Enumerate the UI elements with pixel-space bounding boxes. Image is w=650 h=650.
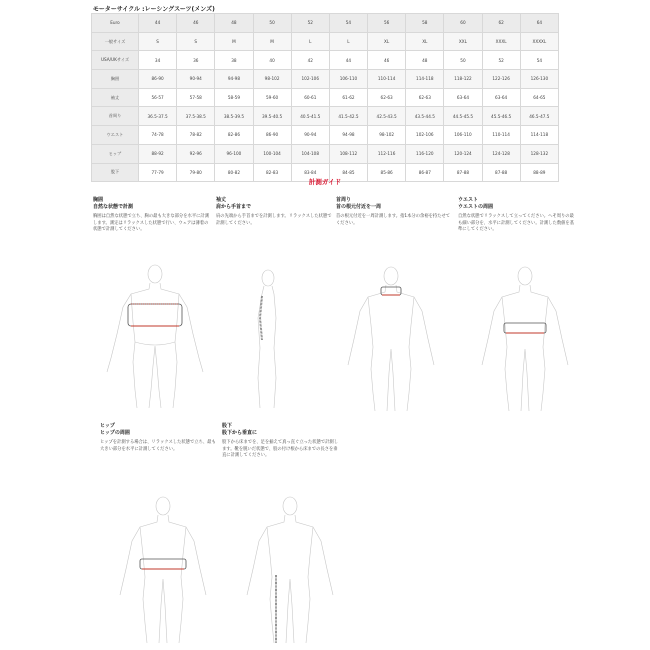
table-cell: 60 [444,14,482,33]
table-cell: 83-84 [291,163,329,182]
table-cell: 38 [215,51,253,70]
table-cell: 36 [177,51,215,70]
table-cell: 40.5-41.5 [291,107,329,126]
table-row [92,144,559,163]
table-cell: 106-110 [444,126,482,145]
table-cell: 48 [406,51,444,70]
table-cell: 87-88 [444,163,482,182]
table-cell: 100-104 [253,144,291,163]
row-label: 股下 [92,163,139,182]
table-cell: 38.5-39.5 [215,107,253,126]
table-cell: 46 [177,14,215,33]
guide-text: 股下から床までを、足を揃えて真っ直ぐ立った状態で計測します。靴を脱いだ状態で、股の付け根から床までの長さを垂直に計測してください。 [222,440,339,459]
table-cell: XL [368,32,406,51]
table-cell: 57-58 [177,88,215,107]
table-cell: 90-94 [177,70,215,89]
table-cell: XXXXL [520,32,558,51]
table-cell: 114-118 [520,126,558,145]
table-cell: 50 [444,51,482,70]
table-cell: 90-94 [291,126,329,145]
hip-figure [108,495,218,645]
table-cell: 40 [253,51,291,70]
table-cell: 98-102 [368,126,406,145]
table-cell: 86-90 [139,70,177,89]
table-cell: 36.5-37.5 [139,107,177,126]
row-label: ヒップ [92,144,139,163]
table-cell: 74-78 [139,126,177,145]
guide-heading: ウエスト [458,197,479,203]
table-cell: 116-120 [406,144,444,163]
table-row [92,126,559,145]
row-label: 袖丈 [92,88,139,107]
table-cell: 63-64 [444,88,482,107]
table-cell: 58 [406,14,444,33]
table-header-row [92,14,559,33]
table-cell: 80-82 [215,163,253,182]
guide-text: ヒップを計測する場合は、リラックスした状態で立ち、最も大きい部分を水平に計測してください。 [100,440,216,452]
table-row [92,88,559,107]
table-cell: 56 [368,14,406,33]
guide-subheading: 自然な状態で計測 [93,204,134,210]
table-cell: 39.5-40.5 [253,107,291,126]
guide-heading: 胸囲 [93,197,104,203]
guide-chest [93,197,211,234]
guide-text: 自然な状態でリラックスして立ってください。へそ周りの最も細い部分を、水平に計測してください。計測した数値を基準にしてください。 [458,214,575,233]
table-cell: 37.5-38.5 [177,107,215,126]
table-cell: 46 [368,51,406,70]
guide-inseam [222,423,340,460]
table-cell: M [215,32,253,51]
table-cell: 58-59 [215,88,253,107]
table-cell: 48 [215,14,253,33]
page-title: モーターサイクル :レーシングスーツ(メンズ) [93,6,215,13]
guide-heading: 袖丈 [216,197,227,203]
table-row [92,51,559,70]
table-cell: 42.5-43.5 [368,107,406,126]
table-cell: 86-90 [253,126,291,145]
table-cell: 63-64 [482,88,520,107]
table-cell: 43.5-44.5 [406,107,444,126]
row-label: Euro [92,14,139,33]
table-cell: 78-82 [177,126,215,145]
table-cell: 64 [520,14,558,33]
table-cell: 60-61 [291,88,329,107]
table-cell: 118-122 [444,70,482,89]
row-label: USA/UKサイズ [92,51,139,70]
row-label: 胸囲 [92,70,139,89]
table-cell: 126-130 [520,70,558,89]
table-cell: 61-62 [329,88,367,107]
table-cell: 41.5-42.5 [329,107,367,126]
table-cell: 64-65 [520,88,558,107]
table-cell: 62 [482,14,520,33]
table-cell: XL [406,32,444,51]
table-cell: 106-110 [329,70,367,89]
inseam-figure [235,495,345,645]
table-cell: 120-124 [444,144,482,163]
table-cell: 112-116 [368,144,406,163]
guide-waist [458,197,576,234]
table-cell: XXXL [482,32,520,51]
guide-heading: 股下 [222,423,233,429]
guide-hip [100,423,218,453]
table-cell: 104-108 [291,144,329,163]
guide-text: 首の根元付近を一周計測します。指1本分の余裕を持たせてください。 [336,214,451,226]
table-cell: 96-100 [215,144,253,163]
guide-subheading: ヒップの周囲 [100,430,130,436]
table-cell: S [177,32,215,51]
table-cell: 114-118 [406,70,444,89]
row-label: 一般サイズ [92,32,139,51]
guide-subheading: ウエストの周囲 [458,204,494,210]
table-cell: 88-92 [139,144,177,163]
guide-title: 計測ガイド [308,178,342,186]
guide-neck [336,197,454,227]
table-cell: 98-102 [253,70,291,89]
guide-text: 胸囲は自然な状態で立ち、胸の最も大きな部分を水平に計測します。測定はリラックスした状態で行い、ウェアは薄着の状態で計測してください。 [93,214,210,233]
table-cell: 44.5-45.5 [444,107,482,126]
table-cell: 122-126 [482,70,520,89]
neck-figure [336,265,446,413]
table-cell: 46.5-47.5 [520,107,558,126]
table-cell: 94-98 [329,126,367,145]
sleeve-figure [238,268,298,413]
table-cell: L [291,32,329,51]
table-cell: 102-106 [406,126,444,145]
table-cell: 84-85 [329,163,367,182]
table-row [92,70,559,89]
table-cell: 82-83 [253,163,291,182]
table-cell: 110-114 [368,70,406,89]
guide-subheading: 股下から垂直に [222,430,258,436]
table-cell: 85-86 [368,163,406,182]
table-row [92,107,559,126]
table-cell: 110-114 [482,126,520,145]
row-label: ウエスト [92,126,139,145]
table-cell: XXL [444,32,482,51]
guide-subheading: 首の根元付近を一周 [336,204,382,210]
table-cell: 62-63 [368,88,406,107]
table-cell: L [329,32,367,51]
table-cell: 77-79 [139,163,177,182]
table-cell: 87-88 [482,163,520,182]
guide-heading: ヒップ [100,423,115,429]
table-cell: 62-63 [406,88,444,107]
table-cell: 59-60 [253,88,291,107]
table-row [92,32,559,51]
table-cell: 79-80 [177,163,215,182]
table-cell: 124-128 [482,144,520,163]
table-cell: 56-57 [139,88,177,107]
table-cell: 44 [329,51,367,70]
table-cell: 82-86 [215,126,253,145]
table-cell: 34 [139,51,177,70]
table-cell: 54 [329,14,367,33]
guide-heading: 首周り [336,197,352,203]
table-cell: 88-89 [520,163,558,182]
table-cell: M [253,32,291,51]
table-cell: 45.5-46.5 [482,107,520,126]
table-cell: S [139,32,177,51]
table-cell: 52 [482,51,520,70]
table-cell: 108-112 [329,144,367,163]
table-cell: 52 [291,14,329,33]
table-cell: 94-98 [215,70,253,89]
row-label: 首周り [92,107,139,126]
table-cell: 42 [291,51,329,70]
table-cell: 102-106 [291,70,329,89]
table-cell: 50 [253,14,291,33]
table-cell: 92-96 [177,144,215,163]
table-cell: 128-132 [520,144,558,163]
size-table [91,13,559,182]
guide-sleeve [216,197,334,227]
waist-figure [470,265,580,413]
table-cell: 86-87 [406,163,444,182]
table-cell: 44 [139,14,177,33]
guide-subheading: 肩から手首まで [216,204,252,210]
guide-text: 肩の先端から手首までを計測します。リラックスした状態で計測してください。 [216,214,332,226]
table-cell: 54 [520,51,558,70]
chest-figure [95,262,215,412]
